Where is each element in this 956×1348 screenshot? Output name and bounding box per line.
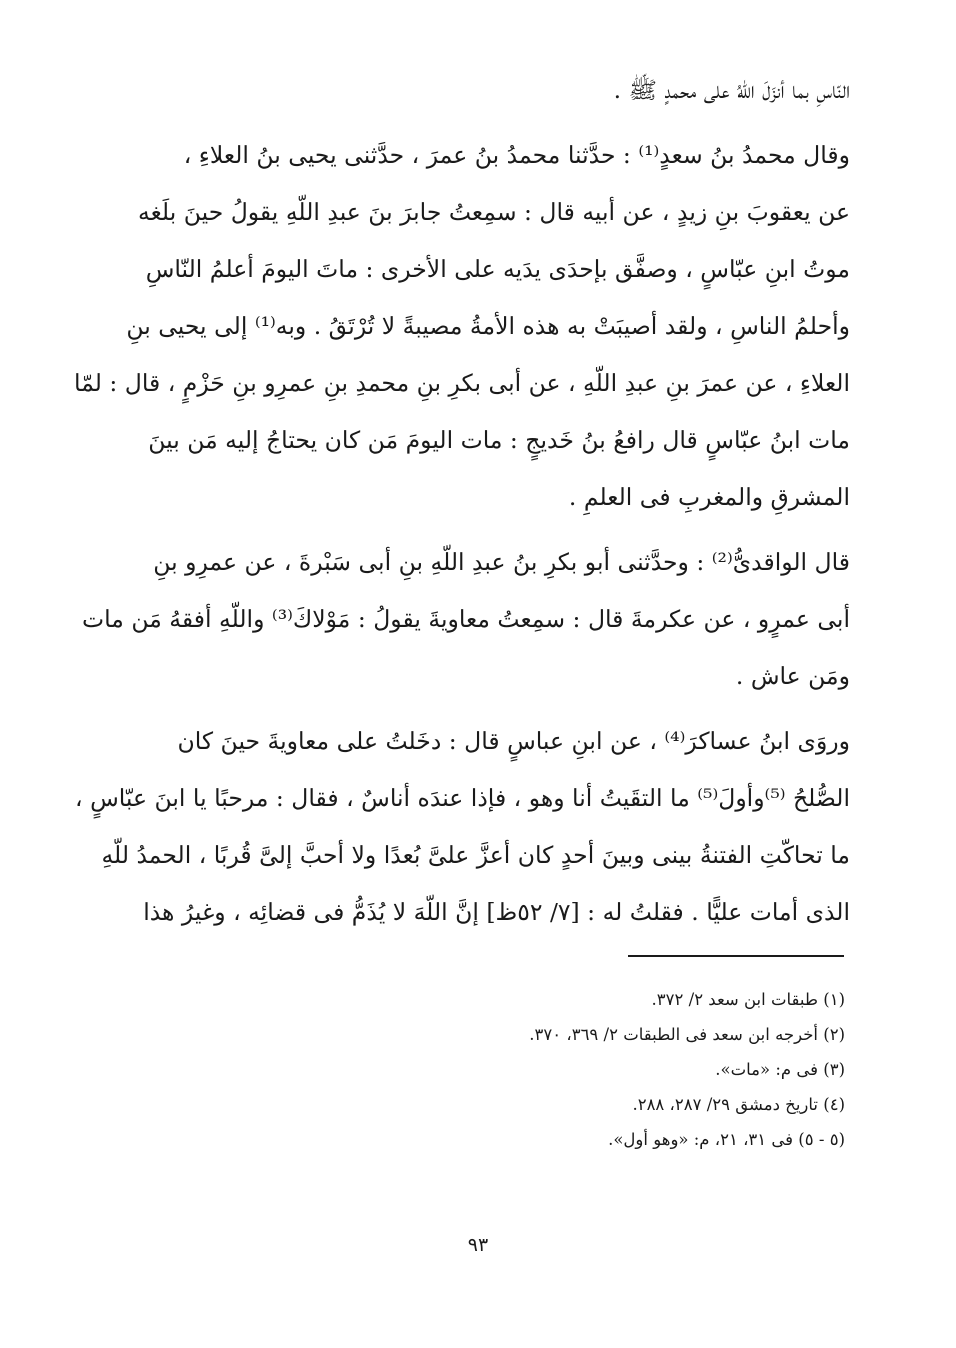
text-line: مات ابنُ عبّاسٍ قال رافعُ بنُ خَديجٍ : مات اليومَ مَن كان يحتاجُ إليه مَن بينَ — [148, 426, 850, 454]
text-line: المشرقِ والمغربِ فى العلمِ . — [568, 483, 850, 511]
footnote: (٢) أخرجه ابن سعد فى الطبقات ٢/ ٣٦٩، ٣٧٠. — [529, 1025, 845, 1044]
paragraph — [75, 713, 850, 941]
page-number: ٩٣ — [467, 1234, 489, 1256]
text-line: وروَى ابنُ عساكرَ⁽⁴⁾ ، عن ابنِ عباسٍ قال : دخَلتُ على معاويةَ حينَ كان — [177, 727, 850, 755]
text-line: الذى أمات عليًّا . فقلتُ له : [٧/ ٥٢ظ] إنَّ اللّهَ لا يُذَمُّ فى قضائِه ، وغيرُ هذا — [143, 898, 850, 926]
paragraph — [130, 62, 850, 119]
main-text — [74, 62, 850, 941]
footnote: (١) طبقات ابن سعد ٢/ ٣٧٢. — [651, 990, 845, 1009]
text-line: موتُ ابنِ عبّاسٍ ، وصفَّق بإحدَى يدَيه على الأخرى : ماتَ اليومَ أعلمُ النّاسِ — [145, 255, 850, 283]
text-line: الصُّلحُ ⁽⁵⁾وأولَ⁽⁵⁾ ما التقَيتُ أنا وهو ، فإذا عندَه أناسٌ ، فقال : مرحبًا يا ابنَ عبّاسٍ ، — [75, 784, 850, 812]
footnote-separator — [628, 955, 844, 957]
text-line: وقال محمدُ بنُ سعدٍ⁽¹⁾ : حدَّثنا محمدُ بنُ عمرَ ، حدَّثنى يحيى بنُ العلاءِ ، — [183, 141, 850, 169]
text-line: أبى عمرٍو ، عن عكرمةَ قال : سمِعتُ معاويةَ يقولُ : مَوْلاكَ⁽³⁾ واللّهِ أفقهُ مَن مات — [82, 605, 850, 633]
text-line: النّاسِ بما أنزَلَ اللّهُ على محمدٍ ﷺ . — [613, 76, 850, 104]
text-line: العلاءِ ، عن عمرَ بنِ عبدِ اللّهِ ، عن أبى بكرِ بنِ محمدِ بنِ عمرِو بنِ حَزْمٍ ، قال : لمّا — [74, 369, 850, 397]
text-line: وأحلمُ الناسِ ، ولقد أصيبَتْ به هذه الأمةُ مصيبةً لا تُرْتَقُ . وبه⁽¹⁾ إلى يحيى بنِ — [126, 312, 850, 340]
footnotes — [130, 982, 845, 1157]
paragraph — [74, 127, 850, 526]
footnote: (٥ - ٥) فى ٣١، ٢١، م: «وهو أول». — [608, 1130, 845, 1149]
text-line: ما تحاكّتِ الفتنةُ بينى وبينَ أحدٍ كان أعزَّ علىَّ بُعدًا ولا أحبَّ إلىَّ قُربًا ، الحمدُ للّهِ — [101, 841, 850, 869]
text-line: ومَن عاش . — [735, 662, 850, 690]
text-line: قال الواقدىُّ⁽²⁾ : وحدَّثنى أبو بكرِ بنُ عبدِ اللّهِ بنِ أبى سَبْرةَ ، عن عمرِو بنِ — [153, 548, 850, 576]
footnote: (٣) فى م: «مات». — [715, 1060, 845, 1079]
footnote: (٤) تاريخ دمشق ٢٩/ ٢٨٧، ٢٨٨. — [632, 1095, 845, 1114]
text-line: عن يعقوبَ بنِ زيدٍ ، عن أبيه قال : سمِعتُ جابرَ بنَ عبدِ اللّهِ يقولُ حينَ بلَغه — [138, 198, 850, 226]
paragraph — [82, 534, 850, 705]
